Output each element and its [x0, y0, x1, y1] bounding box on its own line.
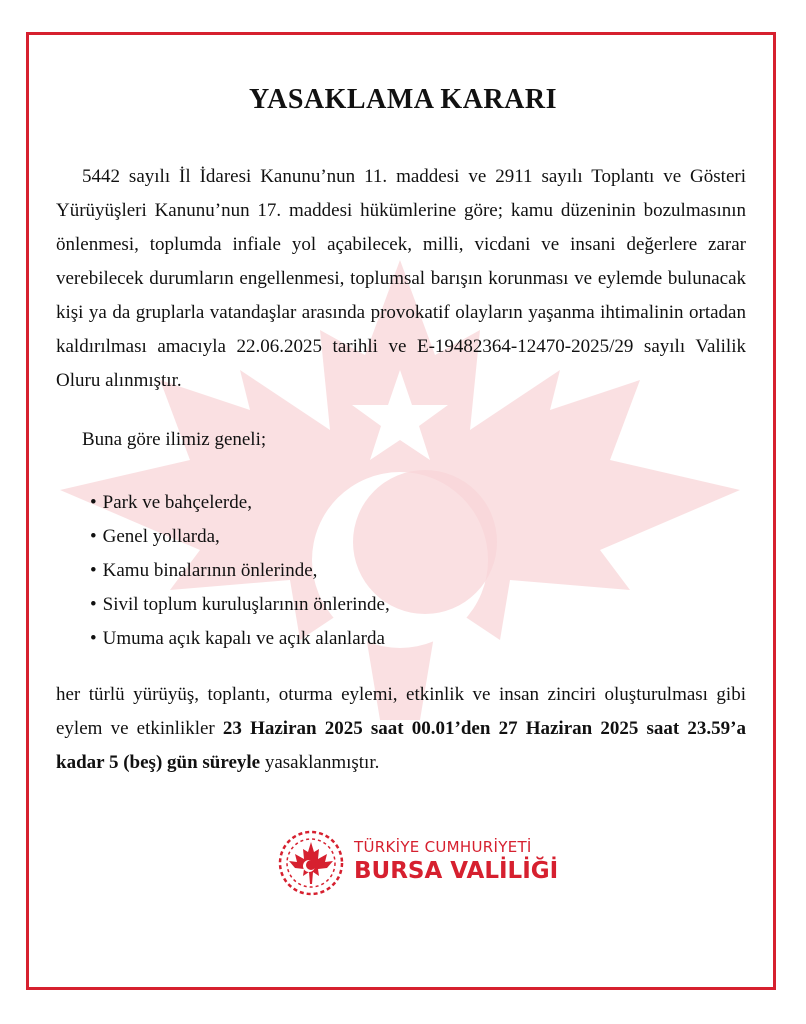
places-list [90, 486, 390, 656]
list-item: • Park ve bahçelerde, [90, 486, 390, 520]
list-item: • Umuma açık kapalı ve açık alanlarda [90, 622, 390, 656]
intro-paragraph: 5442 sayılı İl İdaresi Kanunu’nun 11. maddesi ve 2911 sayılı Toplantı ve Gösteri Yürüyüşleri Kanunu’nun 17. maddesi hükümlerine göre; kamu düzeninin bozulmasının önlenmesi, toplumda infiale yol açabilecek, milli, vicdani ve insani değerlere zarar verebilecek durumların engellenmesi, toplumsal barışın korunması ve eylemde bulunacak kişi ya da gruplarla vatandaşlar arasında provokatif olayların yaşanma ihtimalinin ortadan kaldırılması amacıyla 22.06.2025 tarihli ve E-19482364-12470-2025/29 sayılı Valilik Oluru alınmıştır. [56, 166, 746, 391]
page-title: YASAKLAMA KARARI [248, 84, 557, 115]
ban-paragraph [56, 678, 746, 780]
list-item: • Genel yollarda, [90, 520, 390, 554]
governorship-logo [278, 830, 559, 896]
ban-text-start: her türlü yürüyüş, toplantı, oturma eylemi, etkinlik ve insan zinciri oluşturulması gibi eylem ve etkinlikler [56, 684, 746, 739]
list-item: • Sivil toplum kuruluşlarının önlerinde, [90, 588, 390, 622]
scope-paragraph: Buna göre ilimiz geneli; [82, 429, 267, 450]
ban-text-end: yasaklanmıştır. [260, 752, 380, 773]
ban-period: 23 Haziran 2025 saat 00.01’den 27 Haziran 2025 saat 23.59’a kadar 5 (beş) gün süreyle [56, 718, 746, 773]
logo-line-2: BURSA VALİLİĞİ [354, 858, 559, 884]
logo-line-1: TÜRKİYE CUMHURİYETİ [354, 838, 532, 856]
list-item: • Kamu binalarının önlerinde, [90, 554, 390, 588]
emblem-icon [278, 830, 344, 896]
